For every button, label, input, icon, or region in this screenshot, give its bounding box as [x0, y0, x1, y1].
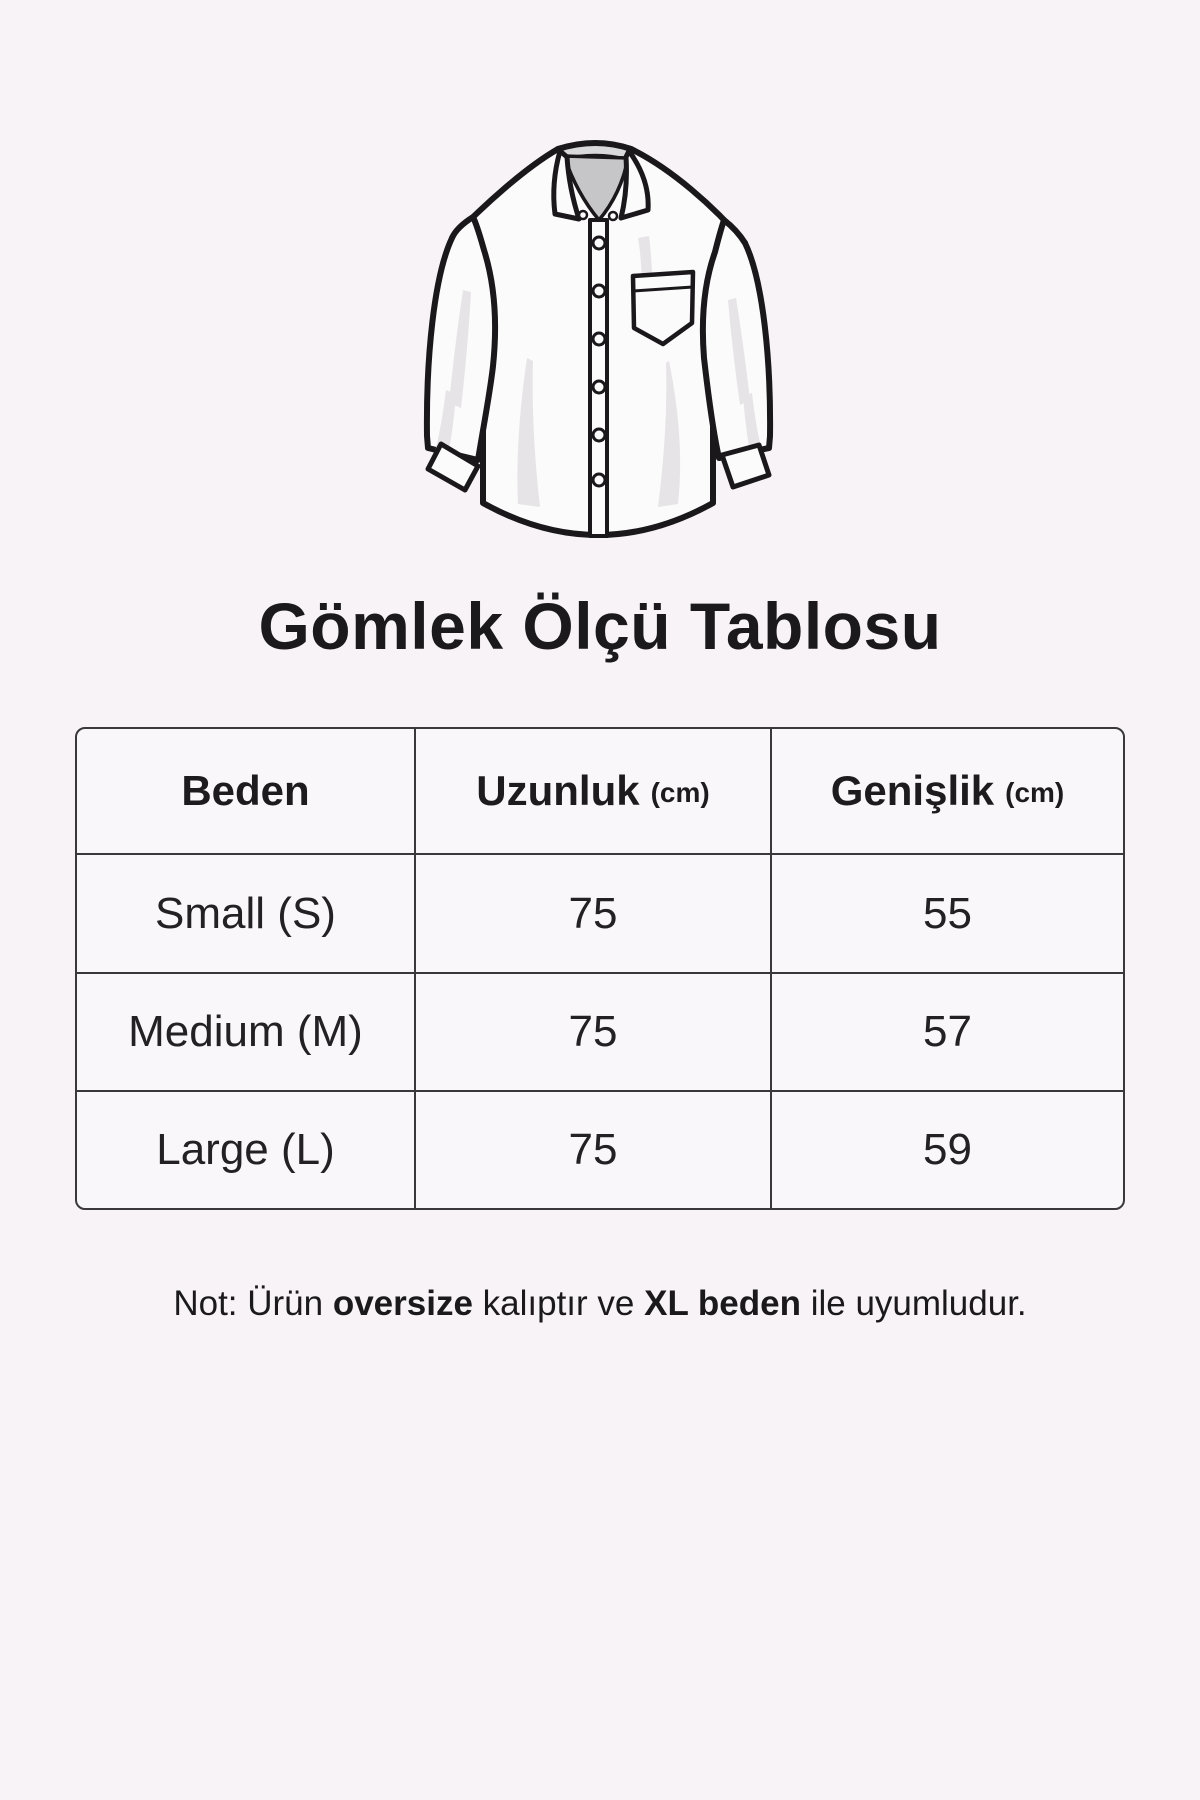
table-header-row — [77, 729, 1123, 853]
note-bold-oversize: oversize — [332, 1284, 473, 1323]
header-cell-width — [770, 729, 1123, 853]
header-cell-size — [77, 729, 414, 853]
table-row — [77, 972, 1123, 1090]
size-table — [75, 727, 1125, 1210]
width-cell: 55 — [770, 855, 1123, 972]
shirt-illustration — [410, 122, 790, 558]
button-placket — [590, 220, 607, 536]
length-cell: 75 — [414, 1092, 770, 1208]
right-cuff — [722, 445, 769, 487]
size-cell: Small (S) — [155, 888, 336, 938]
header-label: Uzunluk — [476, 767, 640, 814]
page-title: Gömlek Ölçü Tablosu — [258, 589, 942, 663]
header-unit: (cm) — [1005, 777, 1065, 808]
note-bold-xl: XL beden — [644, 1284, 801, 1323]
shirt-line-art-svg — [410, 122, 790, 558]
note-prefix: Not: Ürün — [173, 1284, 333, 1323]
header-cell-length — [414, 729, 770, 853]
width-cell: 57 — [770, 974, 1123, 1090]
size-cell: Large (L) — [156, 1125, 335, 1174]
note-middle: kalıptır ve — [472, 1284, 645, 1323]
table-row — [77, 1090, 1123, 1208]
length-cell: 75 — [414, 855, 770, 972]
table-row — [77, 853, 1123, 972]
header-label: Beden — [181, 767, 310, 814]
collar — [554, 143, 648, 220]
width-cell: 59 — [770, 1092, 1123, 1208]
note-suffix: ile uyumludur. — [800, 1284, 1027, 1323]
length-cell: 75 — [414, 974, 770, 1090]
header-label: Genişlik — [830, 767, 995, 814]
note-text — [0, 1281, 1200, 1327]
size-cell: Medium (M) — [128, 1007, 363, 1056]
header-unit: (cm) — [650, 777, 710, 808]
